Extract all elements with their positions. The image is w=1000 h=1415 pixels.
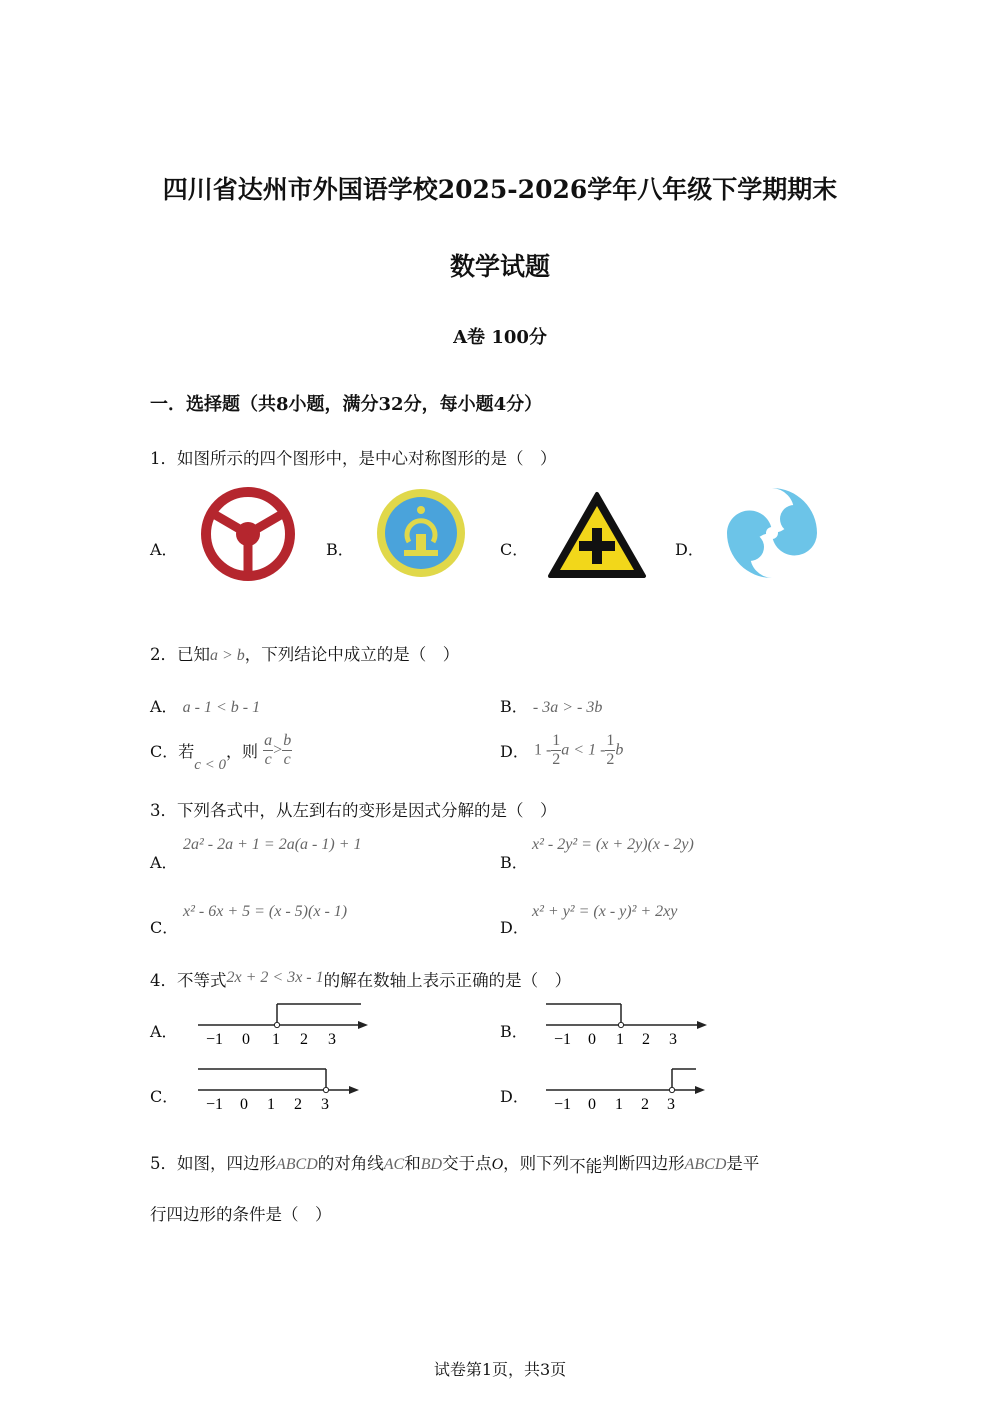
q2-a-expr: a - 1 < b - 1 (182, 699, 261, 716)
steering-wheel-icon[interactable] (200, 486, 296, 582)
tick-label: 2 (642, 1031, 650, 1048)
tick-label: 2 (300, 1031, 308, 1048)
q2-d-frac1: $\frac{1}{2}$ (552, 732, 561, 768)
q2-d-label: D． (500, 742, 529, 761)
q2-d-p1: 1 - (533, 741, 552, 759)
q3-b-label[interactable]: B． (500, 853, 528, 872)
q3-c-label[interactable]: C． (150, 918, 179, 937)
tick-label: −1 (554, 1031, 572, 1048)
q2-stem-pre: 2．已知 (150, 645, 210, 664)
warning-sign-icon[interactable] (546, 490, 648, 580)
q3-stem: 3．下列各式中，从左到右的变形是因式分解的是（ ） (150, 801, 557, 820)
q2-stem-math: a > b (210, 647, 245, 664)
q4-stem-post: 的解在数轴上表示正确的是（ ） (323, 971, 572, 990)
q2-option-c[interactable] (150, 732, 292, 774)
q4-stem (150, 967, 571, 991)
tick-label: 0 (588, 1031, 596, 1048)
railway-badge-icon[interactable] (374, 486, 468, 580)
tick-label: 1 (616, 1031, 624, 1048)
tick-label: 1 (615, 1096, 623, 1113)
q4-a-label[interactable]: A． (150, 1022, 178, 1041)
tick-label: 1 (272, 1031, 280, 1048)
q2-option-b[interactable] (500, 694, 602, 717)
exam-title-line1: 四川省达州市外国语学校2025-2026学年八年级下学期期末 (162, 175, 838, 204)
tick-label: 0 (240, 1096, 248, 1113)
tick-label: 3 (667, 1096, 675, 1113)
tick-label: −1 (206, 1031, 224, 1048)
q3-d-label[interactable]: D． (500, 918, 529, 937)
q4-stem-pre: 4．不等式 (150, 971, 227, 990)
q4-stem-math: 2x + 2 < 3x - 1 (226, 969, 324, 986)
tick-label: 0 (242, 1031, 250, 1048)
q2-c-label: C． (150, 742, 179, 761)
q4-c-label[interactable]: C． (150, 1087, 179, 1106)
q1-option-b-label[interactable]: B． (326, 540, 354, 559)
q2-stem (150, 641, 459, 665)
q3-b-expr: x² - 2y² = (x + 2y)(x - 2y) (532, 836, 694, 853)
swirl-logo-icon[interactable] (722, 484, 822, 582)
q2-b-expr: - 3a > - 3b (532, 699, 603, 716)
q1-stem: 1．如图所示的四个图形中，是中心对称图形的是（ ） (150, 449, 557, 468)
q4-d-label[interactable]: D． (500, 1087, 529, 1106)
q2-option-a[interactable] (150, 694, 260, 717)
page-footer: 试卷第1页，共3页 (433, 1360, 567, 1379)
q2-c-mid: ，则 (226, 742, 259, 761)
q4-number-line-c[interactable] (196, 1062, 366, 1116)
q2-stem-post: ，下列结论中成立的是（ ） (244, 645, 460, 664)
tick-label: 0 (588, 1096, 596, 1113)
paper-section: A卷 100分 (453, 327, 547, 348)
q2-c-cond: c < 0 (194, 757, 227, 773)
part1-heading: 一．选择题（共8小题，满分32分，每小题4分） (150, 394, 543, 415)
q1-option-c-label[interactable]: C． (500, 540, 529, 559)
tick-label: −1 (206, 1096, 224, 1113)
tick-label: 2 (641, 1096, 649, 1113)
q2-d-frac2: $\frac{1}{2}$ (606, 732, 615, 768)
q3-d-expr: x² + y² = (x - y)² + 2xy (532, 903, 678, 920)
q1-option-d-label[interactable]: D． (675, 540, 704, 559)
q2-c-pre: 若 (178, 742, 195, 761)
q4-number-line-b[interactable] (544, 996, 714, 1050)
q1-option-a-label[interactable]: A． (150, 540, 178, 559)
q2-a-label: A． (150, 697, 178, 716)
q2-option-d[interactable] (500, 732, 623, 769)
q4-number-line-d[interactable] (544, 1062, 714, 1116)
tick-label: 1 (267, 1096, 275, 1113)
q5-stem-line1: 5．如图，四边形ABCD的对角线AC和BD交于点O，则下列不能判断四边形ABCD是平 (150, 1154, 760, 1176)
tick-label: 3 (669, 1031, 677, 1048)
q3-a-label[interactable]: A． (150, 853, 178, 872)
tick-label: 3 (328, 1031, 336, 1048)
q2-c-op: > (273, 741, 283, 759)
q3-c-expr: x² - 6x + 5 = (x - 5)(x - 1) (183, 903, 348, 920)
tick-label: −1 (554, 1096, 572, 1113)
tick-label: 3 (321, 1096, 329, 1113)
tick-label: 2 (294, 1096, 302, 1113)
q5-stem-line2: 行四边形的条件是（ ） (150, 1205, 332, 1224)
exam-title-line2: 数学试题 (449, 252, 550, 281)
q3-a-expr: 2a² - 2a + 1 = 2a(a - 1) + 1 (183, 836, 362, 853)
q4-b-label[interactable]: B． (500, 1022, 528, 1041)
q2-d-p2: a < 1 - (561, 741, 606, 759)
q2-c-frac2: $\frac{b}{c}$ (283, 732, 292, 768)
q2-c-frac1: $\frac{a}{c}$ (264, 732, 273, 768)
q2-b-label: B． (500, 697, 528, 716)
q2-d-p3: b (615, 741, 624, 759)
q4-number-line-a[interactable] (196, 996, 376, 1050)
